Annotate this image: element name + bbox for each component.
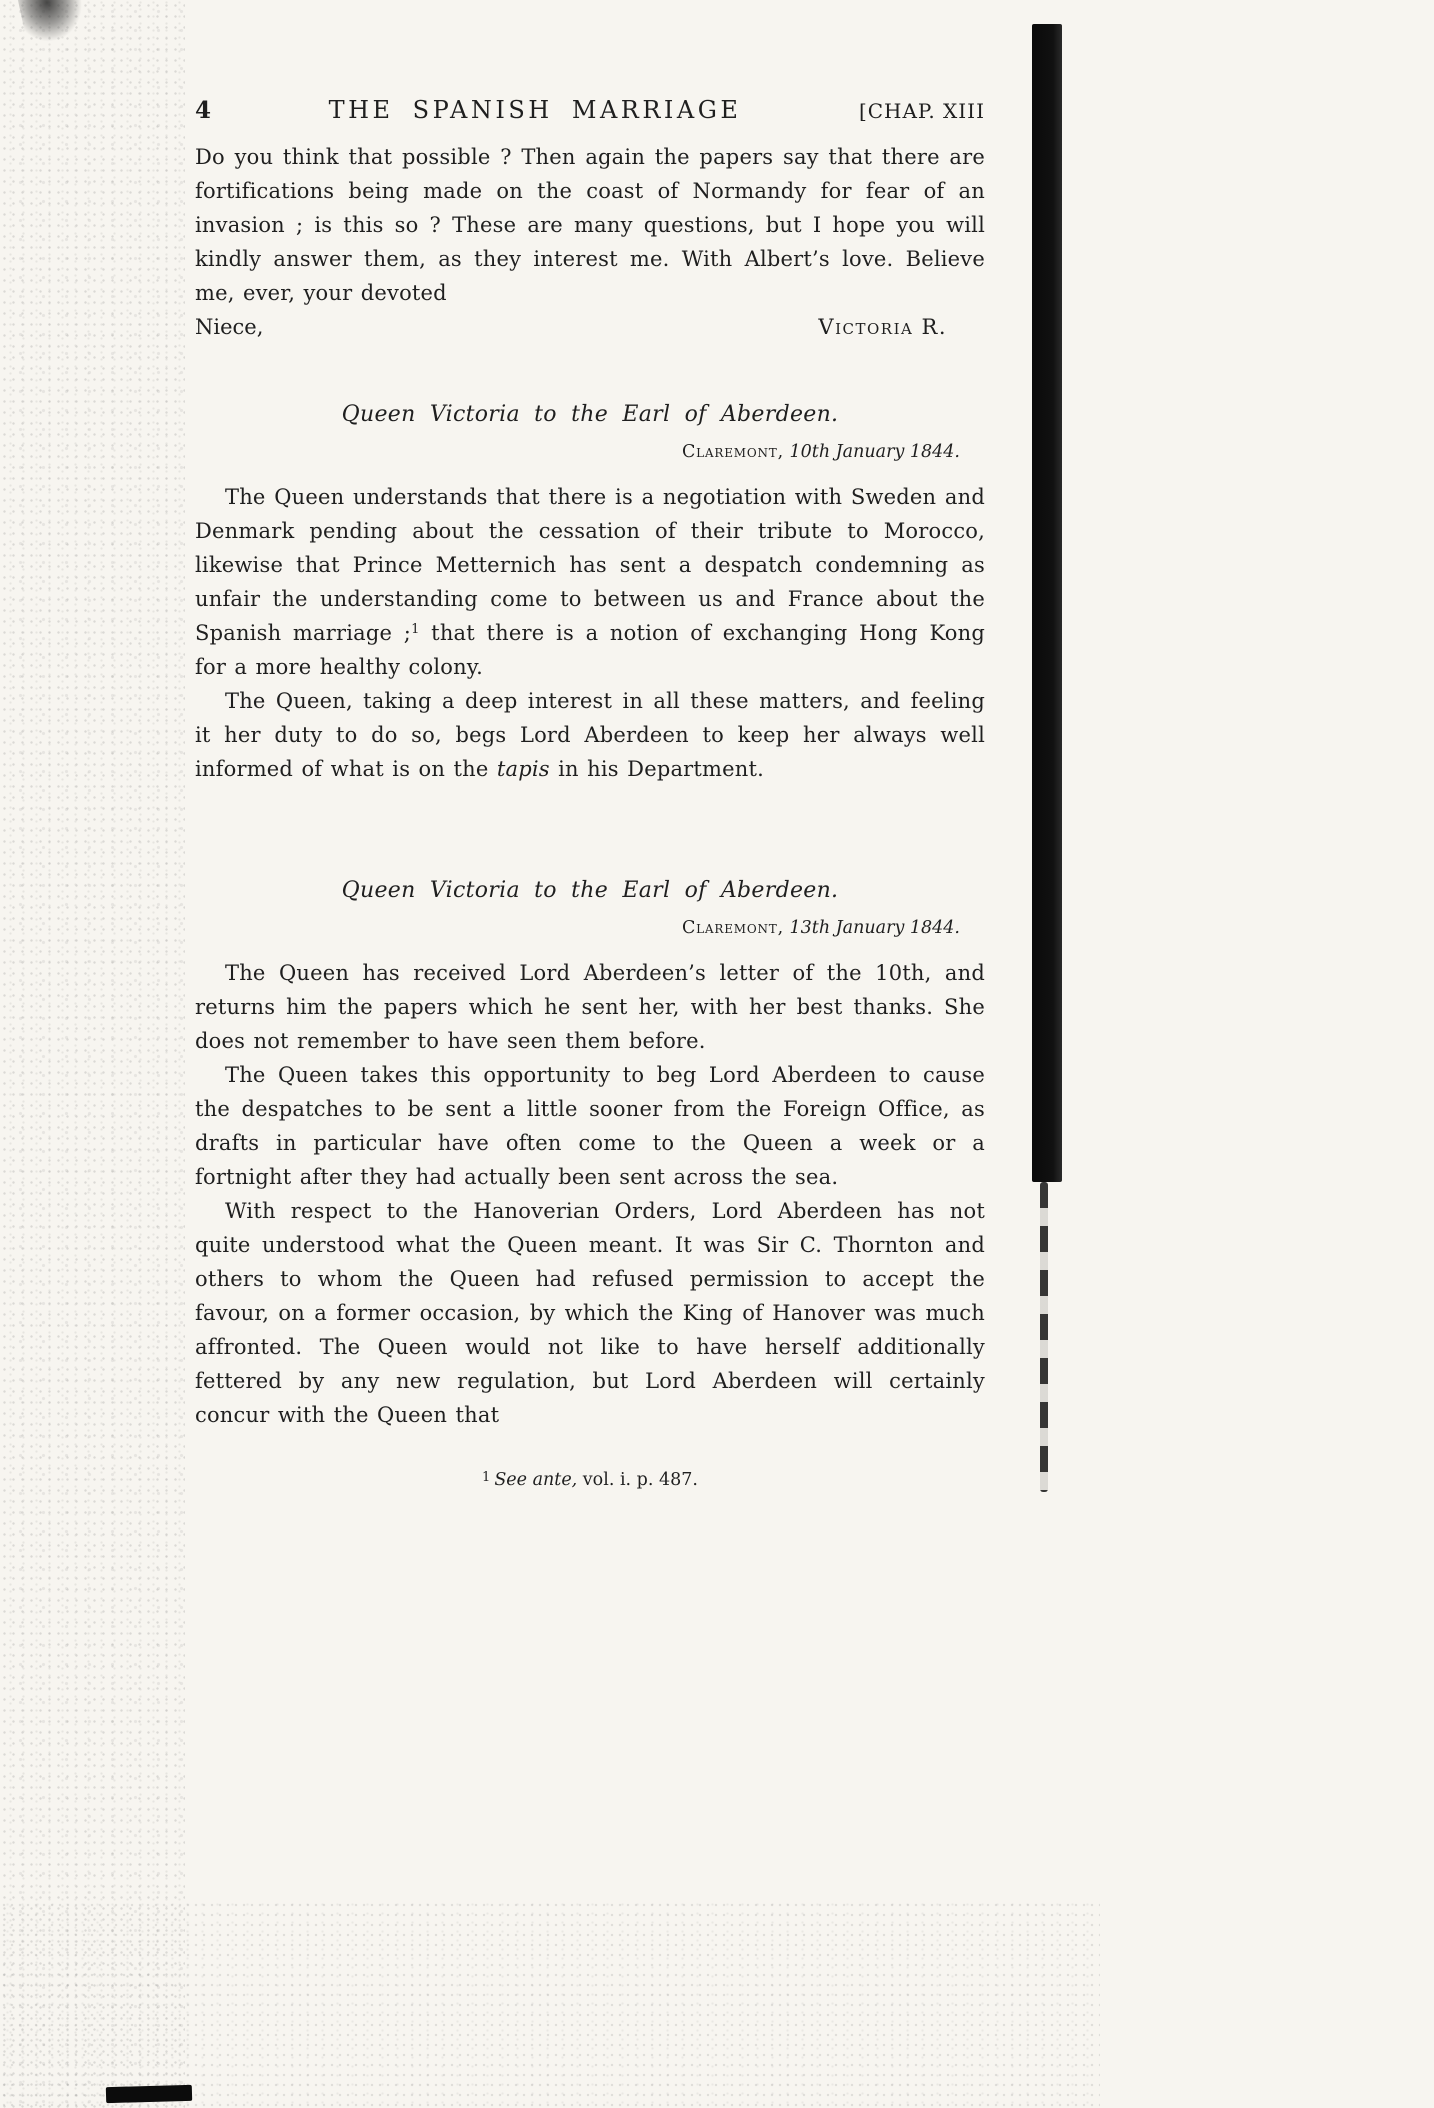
scan-edge-black-bar	[1032, 24, 1062, 1182]
letter2-dateline	[195, 916, 985, 940]
letter1-dateline	[195, 440, 985, 464]
scan-mark-bottom-left	[106, 2085, 192, 2103]
letter1-dateline-place: Claremont,	[681, 442, 784, 462]
letter1-dateline-date: 10th January 1844.	[783, 442, 960, 462]
letter2-paragraph-3: With respect to the Hanoverian Orders, Lord Aberdeen has not quite understood what the Queen meant. It was Sir C. Thornton and others to whom the Queen had refused permission to accept the favour, on a former occasion, by which the King of Hanover was much affronted. The Queen would not like to have herself additionally fettered by any new regulation, but Lord Aberdeen will certainly concur with the Queen that	[195, 1199, 985, 1427]
running-head-chapter: [CHAP. XIII	[858, 99, 985, 123]
signature-victoria: Victoria R.	[818, 315, 947, 339]
running-head-title: THE SPANISH MARRIAGE	[328, 96, 742, 124]
scan-noise-left-margin	[0, 0, 185, 2108]
intro-paragraph: Do you think that possible ? Then again the papers say that there are fortifications being made on the coast of Normandy for fear of an invasion ; is this so ? These are many questions, but I hope you will kindly answer them, as they interest me. With Albert’s love. Believe me, ever, your devoted	[195, 145, 985, 305]
footnote	[195, 1466, 985, 1492]
scan-smudge-top-left	[18, 0, 89, 46]
letter1-paragraph-2-continuation: in his Department.	[549, 757, 765, 781]
closing-word: Niece,	[195, 315, 264, 339]
letter2-heading: Queen Victoria to the Earl of Aberdeen.	[341, 878, 839, 903]
italic-word-tapis: tapis	[496, 757, 550, 781]
letter2-paragraph-2: The Queen takes this opportunity to beg Lord Aberdeen to cause the despatches to be sent a little sooner from the Foreign Office, as drafts in particular have often come to the Queen a week or a fortnight after they had actually been sent across the sea.	[195, 1063, 985, 1189]
text-column	[195, 96, 985, 1492]
letter1-heading: Queen Victoria to the Earl of Aberdeen.	[341, 402, 839, 427]
letter1-paragraph-1-continuation: that there is a notion of exchanging Hong Kong for a more healthy colony.	[195, 621, 985, 679]
letter2-dateline-date: 13th January 1844.	[783, 918, 960, 938]
page-number: 4	[195, 97, 212, 124]
letter2-paragraph-1: The Queen has received Lord Aberdeen’s letter of the 10th, and returns him the papers which he sent her, with her best thanks. She does not remember to have seen them before.	[195, 961, 985, 1053]
scan-noise-bottom-margin	[0, 1900, 1100, 2108]
letter1-paragraph-2	[195, 684, 985, 786]
letter2-dateline-place: Claremont,	[681, 918, 784, 938]
scan-edge-bar-tail	[1040, 1182, 1048, 1492]
letter1-paragraph-1	[195, 480, 985, 684]
signature-line	[195, 310, 985, 344]
letter1-paragraph-1-text: The Queen understands that there is a negotiation with Sweden and Denmark pending about the cessation of their tribute to Morocco, likewise that Prince Metternich has sent a despatch condemning as unfair the understanding come to between us and France about the Spanish marriage ;	[195, 485, 985, 645]
running-head	[195, 96, 985, 124]
footnote-italic: See ante,	[494, 1470, 578, 1490]
letter1-paragraph-2-text: The Queen, taking a deep interest in all these matters, and feeling it her duty to do so, begs Lord Aberdeen to keep her always well informed of what is on the	[195, 689, 985, 781]
footnote-reference: 1	[411, 622, 420, 637]
footnote-marker: 1	[482, 1470, 491, 1485]
footnote-rest: vol. i. p. 487.	[577, 1470, 698, 1490]
